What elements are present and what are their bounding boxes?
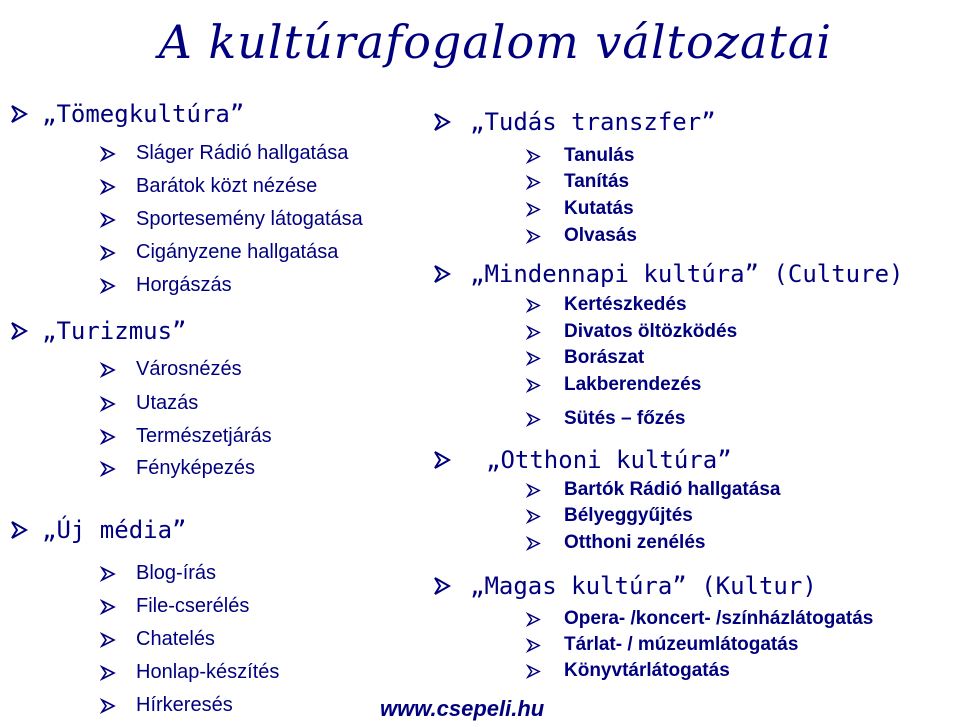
list-item (98, 425, 272, 448)
list-item (98, 457, 255, 480)
chevron-arrow-icon (430, 264, 454, 284)
list-item (98, 661, 279, 684)
left-section-heading (6, 516, 187, 544)
list-item (524, 347, 644, 369)
list-item (98, 175, 317, 198)
page-title: A kultúrafogalom változatai (158, 15, 832, 69)
right-section-heading (430, 108, 716, 136)
list-item-label: Tanulás (564, 145, 635, 166)
chevron-arrow-icon (6, 520, 32, 540)
list-item (524, 479, 780, 501)
list-item-label: Lakberendezés (564, 374, 702, 395)
section-heading-text: „Mindennapi kultúra” (Culture) (470, 260, 904, 288)
section-heading-text: „Tömegkultúra” (42, 100, 245, 128)
section-heading-text: „Turizmus” (42, 317, 187, 345)
chevron-arrow-icon (98, 362, 118, 378)
chevron-arrow-icon (430, 576, 454, 596)
list-item-label: Utazás (136, 392, 199, 414)
list-item (98, 358, 242, 381)
chevron-arrow-icon (524, 612, 542, 627)
list-item-label: Divatos öltözködés (564, 321, 738, 342)
right-section-heading (430, 446, 732, 474)
list-item-label: Honlap-készítés (136, 661, 280, 683)
footer-link[interactable]: www.csepeli.hu (380, 696, 545, 721)
chevron-arrow-icon (524, 325, 542, 340)
chevron-arrow-icon (98, 429, 118, 445)
list-item (98, 208, 363, 231)
list-item-label: Fényképezés (136, 457, 255, 479)
chevron-arrow-icon (98, 698, 118, 714)
list-item (524, 660, 730, 682)
chevron-arrow-icon (524, 229, 542, 244)
list-item-label: Sláger Rádió hallgatása (136, 142, 349, 164)
list-item (524, 145, 634, 167)
chevron-arrow-icon (98, 566, 118, 582)
chevron-arrow-icon (430, 450, 454, 470)
list-item (98, 392, 198, 415)
chevron-arrow-icon (98, 599, 118, 615)
left-section-heading (6, 100, 244, 128)
list-item (524, 198, 634, 220)
chevron-arrow-icon (524, 351, 542, 366)
chevron-arrow-icon (524, 298, 542, 313)
list-item (98, 628, 215, 651)
list-item-label: Tanítás (564, 171, 630, 192)
section-heading-text: „Új média” (42, 516, 187, 544)
chevron-arrow-icon (524, 202, 542, 217)
section-heading-text: „Magas kultúra” (Kultur) (470, 572, 817, 600)
right-section-heading (430, 260, 903, 288)
chevron-arrow-icon (6, 321, 32, 341)
list-item-label: Könyvtárlátogatás (564, 660, 730, 681)
list-item-label: Bartók Rádió hallgatása (564, 479, 781, 500)
chevron-arrow-icon (524, 378, 542, 393)
list-item-label: Városnézés (136, 358, 242, 380)
chevron-arrow-icon (524, 664, 542, 679)
list-item (524, 225, 637, 247)
list-item (524, 321, 737, 343)
list-item-label: Cigányzene hallgatása (136, 241, 339, 263)
list-item (524, 374, 701, 396)
section-heading-text: „Tudás transzfer” (470, 108, 716, 136)
chevron-arrow-icon (6, 104, 32, 124)
list-item (524, 505, 693, 527)
list-item-label: Bélyeggyűjtés (564, 505, 693, 526)
list-item (98, 274, 232, 297)
chevron-arrow-icon (524, 536, 542, 551)
chevron-arrow-icon (98, 146, 118, 162)
list-item (524, 634, 798, 656)
chevron-arrow-icon (98, 632, 118, 648)
chevron-arrow-icon (98, 278, 118, 294)
list-item (98, 142, 348, 165)
chevron-arrow-icon (524, 175, 542, 190)
list-item-label: Olvasás (564, 225, 637, 246)
list-item-label: Sütés – főzés (564, 408, 686, 429)
list-item (98, 562, 216, 585)
chevron-arrow-icon (524, 412, 542, 427)
chevron-arrow-icon (524, 509, 542, 524)
list-item-label: Hírkeresés (136, 694, 233, 716)
chevron-arrow-icon (98, 245, 118, 261)
left-section-heading (6, 317, 187, 345)
list-item (524, 408, 685, 430)
list-item-label: Barátok közt nézése (136, 175, 318, 197)
chevron-arrow-icon (524, 638, 542, 653)
list-item-label: Tárlat- / múzeumlátogatás (564, 634, 799, 655)
list-item-label: Sportesemény látogatása (136, 208, 363, 230)
right-section-heading (430, 572, 817, 600)
list-item-label: Opera- /koncert- /színházlátogatás (564, 608, 874, 629)
list-item (98, 694, 233, 717)
chevron-arrow-icon (98, 179, 118, 195)
chevron-arrow-icon (98, 461, 118, 477)
list-item-label: Kertészkedés (564, 294, 687, 315)
chevron-arrow-icon (524, 483, 542, 498)
list-item (524, 171, 629, 193)
list-item-label: Chatelés (136, 628, 215, 650)
list-item (98, 595, 249, 618)
list-item-label: Borászat (564, 347, 645, 368)
list-item (98, 241, 338, 264)
chevron-arrow-icon (430, 112, 454, 132)
list-item (524, 532, 705, 554)
list-item-label: Blog-írás (136, 562, 217, 584)
section-heading-text: „Otthoni kultúra” (486, 446, 732, 474)
list-item (524, 608, 873, 630)
list-item-label: Otthoni zenélés (564, 532, 706, 553)
chevron-arrow-icon (98, 212, 118, 228)
list-item-label: File-cserélés (136, 595, 250, 617)
chevron-arrow-icon (524, 149, 542, 164)
list-item (524, 294, 687, 316)
list-item-label: Természetjárás (136, 425, 272, 447)
chevron-arrow-icon (98, 665, 118, 681)
list-item-label: Horgászás (136, 274, 232, 296)
list-item-label: Kutatás (564, 198, 634, 219)
chevron-arrow-icon (98, 396, 118, 412)
